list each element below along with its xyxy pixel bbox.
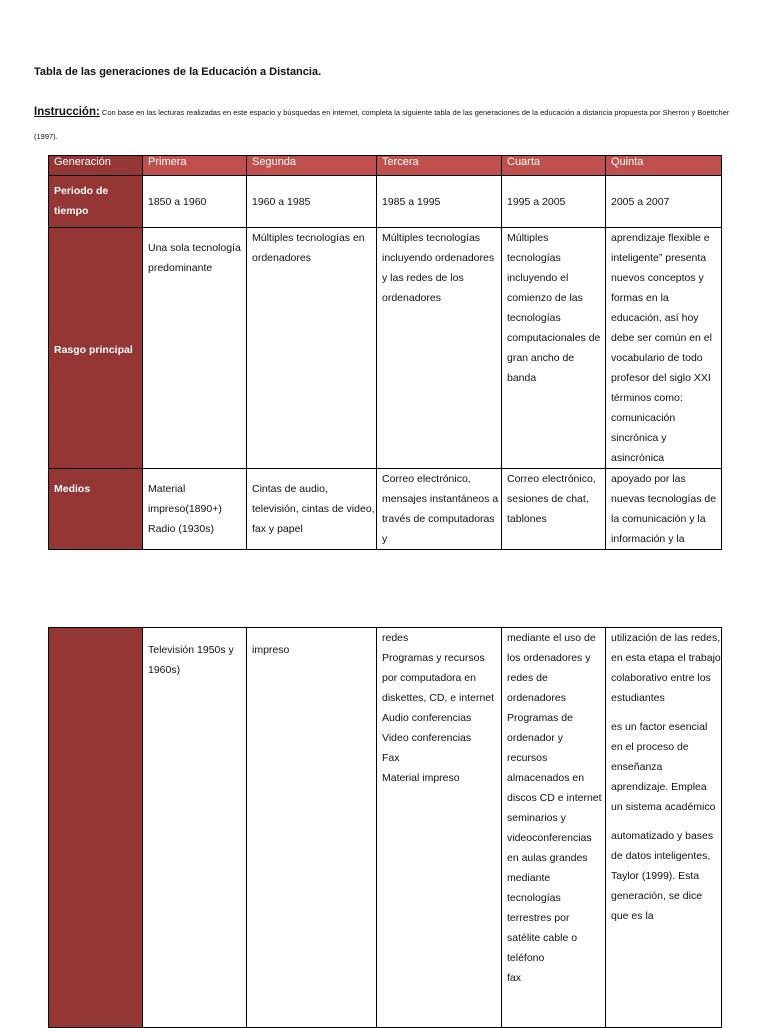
- table-cell: Cintas de audio, televisión, cintas de video, fax y papel: [247, 469, 377, 550]
- table-cell: 1995 a 2005: [502, 176, 606, 228]
- header-cell: Cuarta: [502, 156, 606, 176]
- cell-line: Fax: [382, 752, 400, 764]
- medios-row: [49, 469, 722, 550]
- table-cell: Televisión 1950s y 1960s): [143, 628, 247, 1028]
- cell-line: Audio conferencias: [382, 712, 472, 724]
- periodo-row: [49, 176, 722, 228]
- row-header-rasgo: Rasgo principal: [49, 228, 143, 469]
- header-row: [49, 156, 722, 176]
- table-cell: aprendizaje flexible e inteligente” presenta nuevos conceptos y formas en la educación, así hoy debe ser común en el vocabulario de todo profesor del siglo XXI términos como: comunicación sincrónica y asincrónica: [606, 228, 722, 469]
- table-cell: Correo electrónico, sesiones de chat, tablones: [502, 469, 606, 550]
- cell-line: Material impreso: [382, 772, 460, 784]
- instruction-text: Con base en las lecturas realizadas en este espacio y búsquedas en internet, completa la siguiente tabla de las generaciones de la educación a distancia propuesta por Sherron y Boettcher (1997).: [34, 108, 730, 141]
- cell-line: Programas y recursos por computadora en diskettes, CD, e internet: [382, 652, 495, 704]
- table-cell: 2005 a 2007: [606, 176, 722, 228]
- cell-line: seminarios y videoconferencias en aulas grandes mediante tecnologías terrestres por satélite cable o teléfono: [507, 812, 592, 964]
- table-cell: [606, 628, 722, 1028]
- cell-paragraph: utilización de las redes, en esta etapa el trabajo colaborativo entre los estudiantes: [611, 632, 721, 704]
- table-cell: Múltiples tecnologías incluyendo el comienzo de las tecnologías computacionales de gran ancho de banda: [502, 228, 606, 469]
- cell-line: mediante el uso de los ordenadores y redes de ordenadores: [507, 632, 596, 704]
- rasgo-row: [49, 228, 722, 469]
- cell-line: Programas de ordenador y recursos almacenados en discos CD e internet: [507, 712, 602, 804]
- table-cell: Múltiples tecnologías incluyendo ordenadores y las redes de los ordenadores: [377, 228, 502, 469]
- document-title: Tabla de las generaciones de la Educación a Distancia.: [34, 66, 322, 78]
- cell-line: Video conferencias: [382, 732, 472, 744]
- cell-line: fax: [507, 972, 522, 984]
- table-cell: Correo electrónico, mensajes instantáneos a través de computadoras y: [377, 469, 502, 550]
- cell-line: redes: [382, 632, 409, 644]
- header-cell: Quinta: [606, 156, 722, 176]
- instruction-paragraph: [34, 100, 734, 149]
- table-cell: Material impreso(1890+) Radio (1930s): [143, 469, 247, 550]
- table-cell: 1985 a 1995: [377, 176, 502, 228]
- table-cell: 1850 a 1960: [143, 176, 247, 228]
- header-cell: Tercera: [377, 156, 502, 176]
- table-cell: Una sola tecnología predominante: [143, 228, 247, 469]
- cell-paragraph: es un factor esencial en el proceso de enseñanza aprendizaje. Emplea un sistema académico: [611, 721, 716, 813]
- header-cell: Generación: [49, 156, 143, 176]
- table-cell: 1960 a 1985: [247, 176, 377, 228]
- generations-table: [48, 155, 722, 550]
- row-header-medios-continued: [49, 628, 143, 1028]
- row-header-medios: Medios: [49, 469, 143, 550]
- cell-paragraph: automatizado y bases de datos inteligentes, Taylor (1999). Esta generación, se dice que es la: [611, 830, 714, 922]
- row-header-periodo: Periodo de tiempo: [49, 176, 143, 228]
- medios-continued-row: [49, 628, 722, 1028]
- table-cell: impreso: [247, 628, 377, 1028]
- table-cell: [377, 628, 502, 1028]
- table-cell: [502, 628, 606, 1028]
- header-cell: Primera: [143, 156, 247, 176]
- table-cell: Múltiples tecnologías en ordenadores: [247, 228, 377, 469]
- table-cell: apoyado por las nuevas tecnologías de la comunicación y la información y la: [606, 469, 722, 550]
- header-cell: Segunda: [247, 156, 377, 176]
- generations-table-continued: [48, 627, 722, 1028]
- instruction-label: Instrucción:: [34, 106, 100, 118]
